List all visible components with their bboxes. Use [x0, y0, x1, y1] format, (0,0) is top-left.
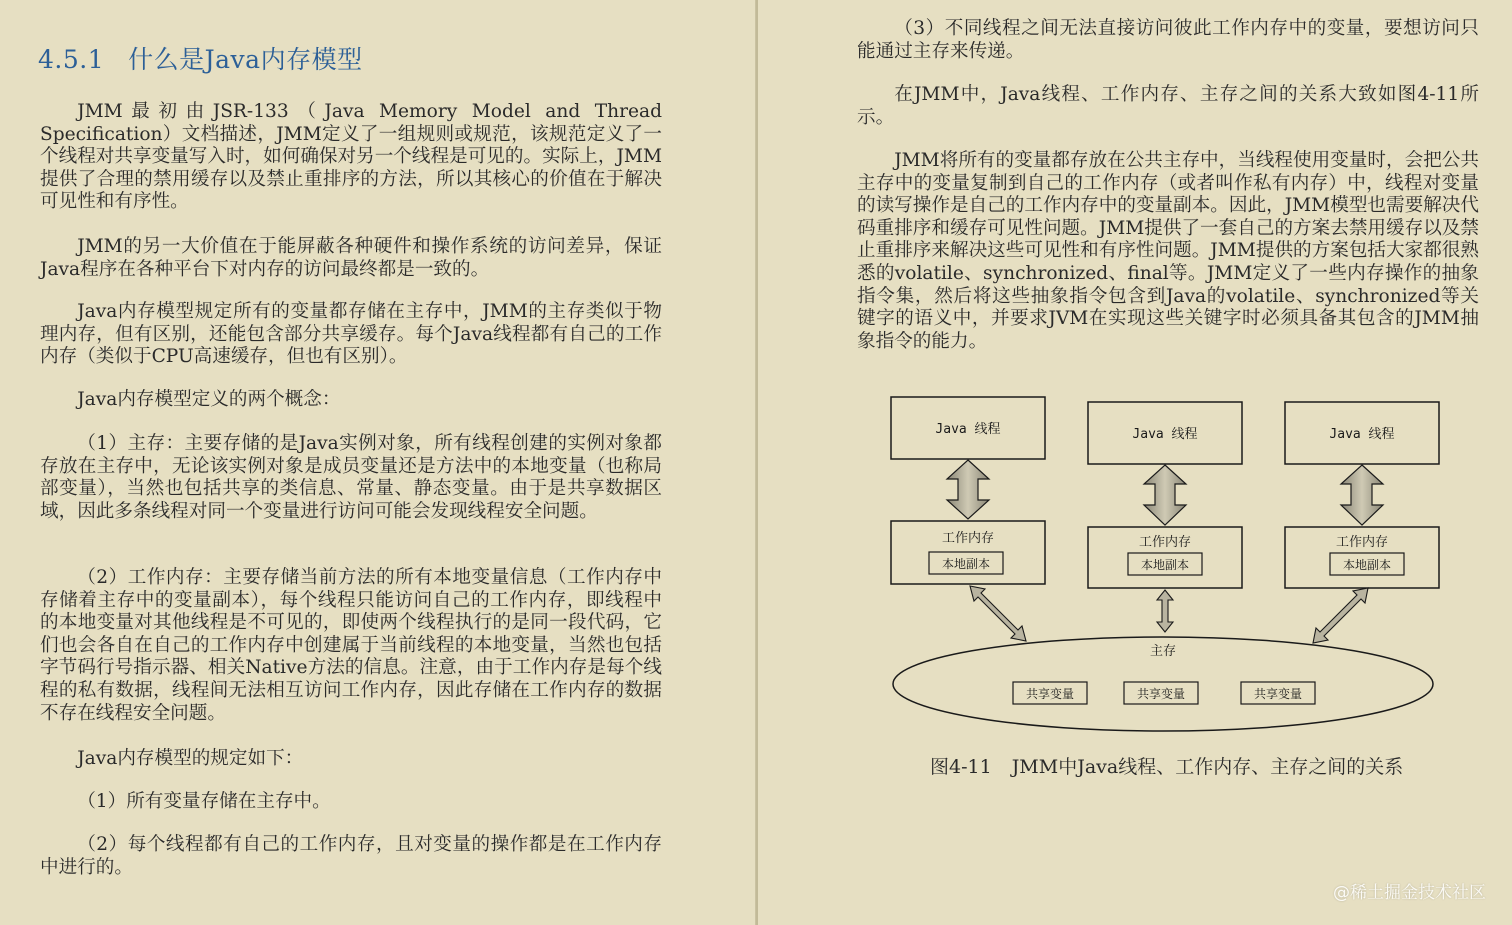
thread-label: Java 线程: [1132, 427, 1198, 442]
connector-arrows: [970, 586, 1368, 643]
paragraph-rule-1: （1）所有变量存储在主存中。: [77, 791, 331, 812]
local-copy-label: 本地副本: [941, 557, 991, 571]
section-title: 什么是Java内存模型: [128, 45, 363, 74]
shared-var-label: 共享变量: [1253, 687, 1303, 701]
vertical-arrow-icon: [1157, 590, 1173, 632]
jmm-diagram: [888, 394, 1448, 744]
double-arrow-icon: [947, 460, 989, 519]
local-copy-label: 本地副本: [1140, 558, 1190, 572]
paragraph-rule-2: （2）每个线程都有自己的工作内存，且对变量的操作都是在工作内存中进行的。: [40, 834, 662, 878]
work-memory-label: 工作内存: [1138, 535, 1192, 550]
diagonal-arrow-icon: [1313, 588, 1368, 643]
paragraph-two-concepts: Java内存模型定义的两个概念：: [77, 389, 341, 410]
paragraph-main-memory: （1）主存：主要存储的是Java实例对象，所有线程创建的实例对象都存放在主存中，无论该实例对象是成员变量还是方法中的本地变量（也称局部变量），当然也包括共享的类信息、常量、静态变量。由于是共享数据区域，因此多条线程对同一个变量进行访问可能会发现线程安全问题。: [40, 433, 662, 522]
section-number: 4.5.1: [38, 45, 105, 74]
figure-caption-text: JMM中Java线程、工作内存、主存之间的关系: [1011, 756, 1404, 778]
main-memory-label: 主存: [1149, 644, 1177, 659]
watermark: @稀土掘金技术社区: [1333, 883, 1486, 903]
paragraph-jmm-value: JMM的另一大价值在于能屏蔽各种硬件和操作系统的访问差异，保证Java程序在各种平台下对内存的访问最终都是一致的。: [40, 236, 662, 280]
shared-var-label: 共享变量: [1136, 687, 1186, 701]
paragraph-rules-intro: Java内存模型的规定如下：: [77, 748, 304, 769]
paragraph-work-memory: （2）工作内存：主要存储当前方法的所有本地变量信息（工作内存中存储着主存中的变量副本），每个线程只能访问自己的工作内存，即线程中的本地变量对其他线程是不可见的，即使两个线程执行的是同一段代码，它们也会各自在自己的工作内存中创建属于当前线程的本地变量，当然也包括字节码行号指示器、相关Native方法的信息。注意，由于工作内存是每个线程的私有数据，线程间无法相互访问工作内存，因此存储在工作内存的数据不存在线程安全问题。: [40, 567, 662, 724]
thread-label: Java 线程: [1329, 427, 1395, 442]
paragraph-figure-ref: 在JMM中，Java线程、工作内存、主存之间的关系大致如图4-11所示。: [857, 84, 1479, 128]
double-arrow-icon: [1144, 465, 1186, 525]
diagonal-arrow-icon: [970, 586, 1026, 641]
thread-column-1: [891, 397, 1045, 584]
section-heading: [38, 40, 363, 76]
thread-column-2: [1088, 402, 1242, 588]
work-memory-label: 工作内存: [941, 531, 995, 546]
paragraph-jmm-detail: JMM将所有的变量都存放在公共主存中，当线程使用变量时，会把公共主存中的变量复制到自己的工作内存（或者叫作私有内存）中，线程对变量的读写操作是自己的工作内存中的变量副本。因此，JMM模型也需要解决代码重排序和缓存可见性问题。JMM提供了一套自己的方案去禁用缓存以及禁止重排序来解决这些可见性和有序性问题。JMM提供的方案包括大家都很熟悉的volatile、synchronized、final等。JMM定义了一些内存操作的抽象指令集，然后将这些抽象指令包含到Java的volatile、synchronized等关键字的语义中，并要求JVM在实现这些关键字时必须具备其包含的JMM抽象指令的能力。: [857, 150, 1479, 352]
double-arrow-icon: [1341, 465, 1383, 525]
shared-var-label: 共享变量: [1025, 687, 1075, 701]
work-memory-label: 工作内存: [1335, 535, 1389, 550]
thread-label: Java 线程: [935, 422, 1001, 437]
paragraph-rule-3: （3）不同线程之间无法直接访问彼此工作内存中的变量，要想访问只能通过主存来传递。: [857, 18, 1479, 62]
figure-number: 图4-11: [930, 756, 992, 778]
paragraph-memory-model: Java内存模型规定所有的变量都存储在主存中，JMM的主存类似于物理内存，但有区别，还能包含部分共享缓存。每个Java线程都有自己的工作内存（类似于CPU高速缓存，但也有区别）。: [40, 301, 662, 368]
figure-caption: [930, 752, 1403, 779]
paragraph-jmm-intro: JMM最初由JSR-133（Java Memory Model and Thread Specification）文档描述，JMM定义了一组规则或规范，该规范定义了一个线程对共享变量写入时，如何确保对另一个线程是可见的。实际上，JMM提供了合理的禁用缓存以及禁止重排序的方法，所以其核心的价值在于解决可见性和有序性。: [40, 101, 662, 213]
right-page: [758, 0, 1512, 925]
main-memory: [893, 637, 1433, 731]
thread-column-3: [1285, 402, 1439, 588]
local-copy-label: 本地副本: [1342, 558, 1392, 572]
